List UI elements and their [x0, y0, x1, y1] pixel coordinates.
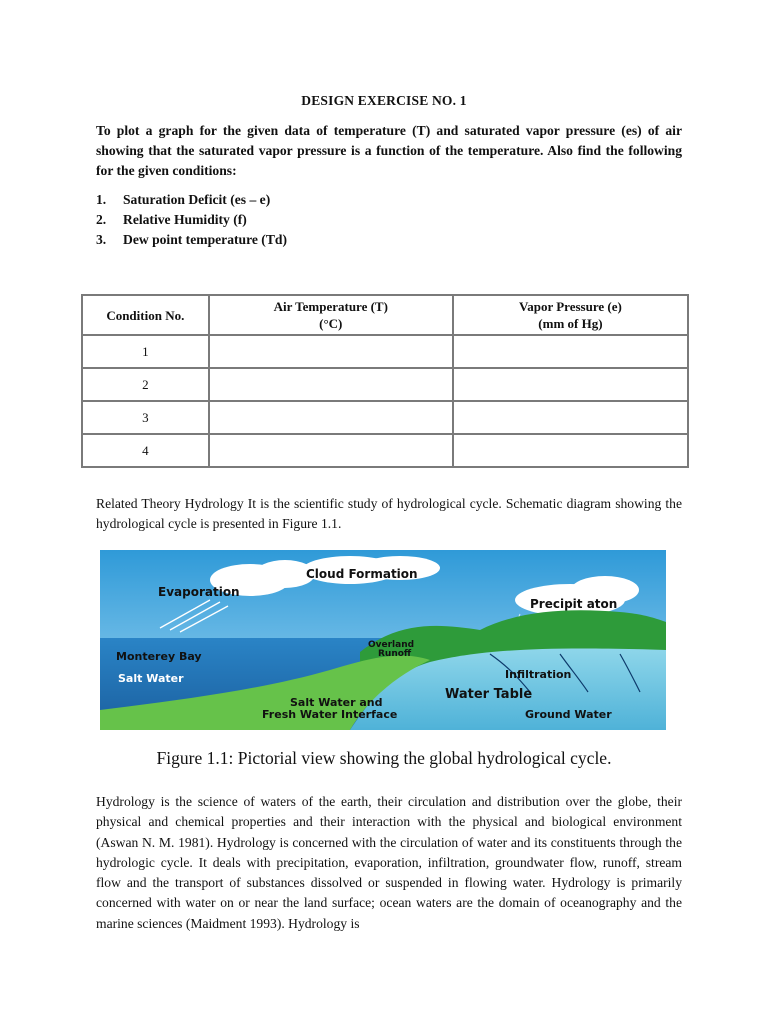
table-row [82, 434, 688, 467]
list-item [96, 190, 287, 210]
cell-air-temperature [209, 335, 453, 368]
list-item-text: Dew point temperature (Td) [123, 231, 287, 247]
cell-vapor-pressure [453, 401, 688, 434]
cell-air-temperature [209, 368, 453, 401]
cell-condition-no: 3 [82, 401, 209, 434]
label-interface-line2: Fresh Water Interface [262, 708, 398, 721]
label-monterey-bay: Monterey Bay [116, 650, 202, 663]
label-infiltration: Infiltration [505, 668, 572, 681]
page-title: DESIGN EXERCISE NO. 1 [301, 93, 467, 108]
header-vapor-pressure [453, 295, 688, 335]
header-unit: (°C) [319, 316, 343, 331]
intro-paragraph: To plot a graph for the given data of temperature (T) and saturated vapor pressure (es) of air showing that the saturated vapor pressure is a function of the temperature. Also find the following for the given conditions: [96, 123, 682, 178]
header-condition-no [82, 295, 209, 335]
list-item [96, 210, 287, 230]
list-item [96, 230, 287, 250]
header-label: Condition No. [106, 307, 185, 323]
label-overland-runoff-2: Runoff [378, 649, 412, 659]
cell-condition-no: 4 [82, 434, 209, 467]
cell-vapor-pressure [453, 368, 688, 401]
table-row [82, 335, 688, 368]
cell-vapor-pressure [453, 434, 688, 467]
table-row [82, 368, 688, 401]
list-item-number: 1. [96, 192, 107, 207]
list-item-number: 2. [96, 211, 107, 227]
hydrological-cycle-diagram [100, 550, 666, 730]
label-salt-water: Salt Water [118, 672, 184, 685]
label-ground-water: Ground Water [525, 708, 612, 721]
hydrological-cycle-figure [100, 550, 666, 730]
figure-caption: Figure 1.1: Pictorial view showing the global hydrological cycle. [156, 748, 612, 768]
label-water-table: Water Table [445, 687, 533, 702]
header-air-temperature [209, 295, 453, 335]
list-item-text: Saturation Deficit (es – e) [123, 192, 271, 207]
table-row [82, 401, 688, 434]
table-header-row [82, 295, 688, 335]
label-interface-line1: Salt Water and [290, 696, 383, 709]
cell-vapor-pressure [453, 335, 688, 368]
label-evaporation: Evaporation [158, 585, 240, 599]
conditions-table [81, 294, 689, 468]
cell-condition-no: 2 [82, 368, 209, 401]
requirements-list [96, 190, 287, 249]
header-unit: (mm of Hg) [538, 316, 603, 331]
label-overland-runoff: Overland [368, 640, 415, 650]
cell-condition-no: 1 [82, 335, 209, 368]
list-item-text: Relative Humidity (f) [123, 211, 247, 227]
label-precipitation: Precipit aton [530, 597, 618, 611]
theory-paragraph: Related Theory Hydrology It is the scientific study of hydrological cycle. Schematic diagram showing the hydrological cycle is presented in Figure 1.1. [96, 496, 682, 531]
cell-air-temperature [209, 401, 453, 434]
list-item-number: 3. [96, 231, 107, 247]
cell-air-temperature [209, 434, 453, 467]
header-label: Air Temperature (T) [273, 299, 388, 314]
body-paragraph: Hydrology is the science of waters of the earth, their circulation and distribution over the globe, their physical and chemical properties and their interaction with the physical and biological environment (Aswan N. M. 1981). Hydrology is concerned with the circulation of water and its constituents through the hydrologic cycle. It deals with precipitation, evaporation, infiltration, groundwater flow, runoff, stream flow and the transport of substances dissolved or suspended in flowing water. Hydrology is primarily concerned with water on or near the land surface; ocean waters are the domain of oceanography and the marine sciences (Maidment 1993). Hydrology is [96, 794, 682, 931]
header-label: Vapor Pressure (e) [519, 299, 622, 314]
label-cloud-formation: Cloud Formation [306, 567, 418, 581]
